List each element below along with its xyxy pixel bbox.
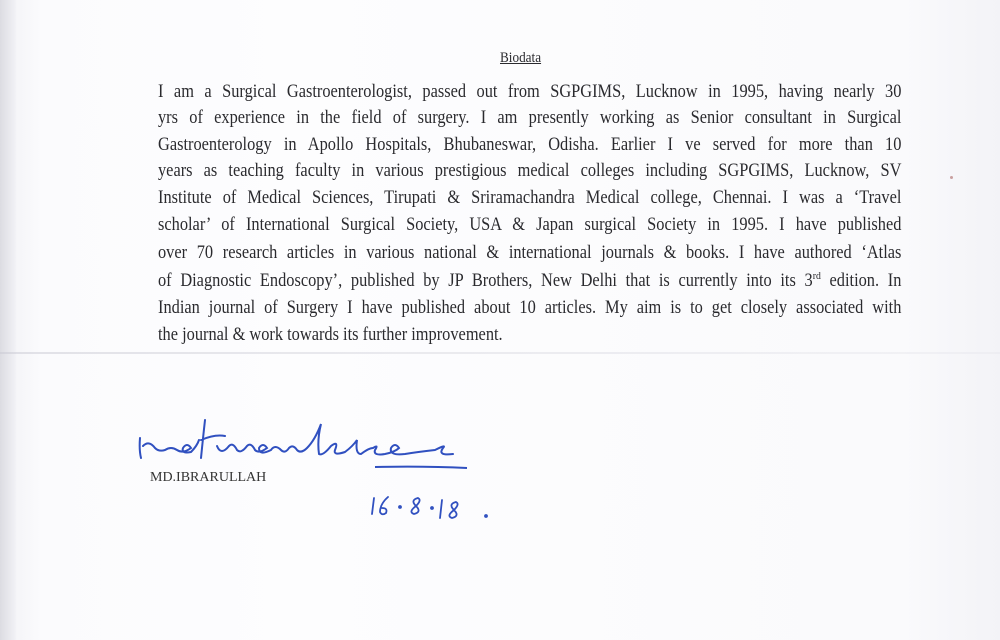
body-line: I am a Surgical Gastroenterologist, passed out from SGPGIMS, Lucknow in 1995, having nearly 30 bbox=[158, 82, 902, 102]
body-line: years as teaching faculty in various prestigious medical colleges including SGPGIMS, Lucknow, SV bbox=[158, 161, 902, 181]
body-line: yrs of experience in the field of surgery. I am presently working as Senior consultant in Surgical bbox=[158, 108, 902, 128]
paper-fold bbox=[0, 352, 1000, 354]
body-line: Indian journal of Surgery I have published about 10 articles. My aim is to get closely associated with bbox=[158, 298, 902, 318]
page-edge-shadow bbox=[0, 0, 16, 640]
body-line: scholar’ of International Surgical Society, USA & Japan surgical Society in 1995. I have published bbox=[158, 215, 902, 235]
document-title: Biodata bbox=[500, 50, 542, 66]
body-line bbox=[158, 270, 901, 292]
text: of Diagnostic Endoscopy’, published by JP Brothers, New Delhi that is currently into its 3 bbox=[158, 271, 813, 292]
signatory-name: MD.IBRARULLAH bbox=[150, 470, 267, 485]
body-line: Institute of Medical Sciences, Tirupati & Sriramachandra Medical college, Chennai. I was a ‘Travel bbox=[158, 188, 902, 208]
body-line: Gastroenterology in Apollo Hospitals, Bhubaneswar, Odisha. Earlier I ve served for more than 10 bbox=[158, 135, 902, 155]
body-line: the journal & work towards its further improvement. bbox=[158, 325, 503, 345]
handwritten-signature bbox=[135, 410, 475, 475]
superscript: rd bbox=[812, 270, 821, 282]
body-line: over 70 research articles in various national & international journals & books. I have authored ‘Atlas bbox=[158, 243, 902, 263]
handwritten-date bbox=[370, 492, 500, 524]
text: edition. In bbox=[820, 271, 902, 292]
paper-speck bbox=[950, 176, 953, 179]
